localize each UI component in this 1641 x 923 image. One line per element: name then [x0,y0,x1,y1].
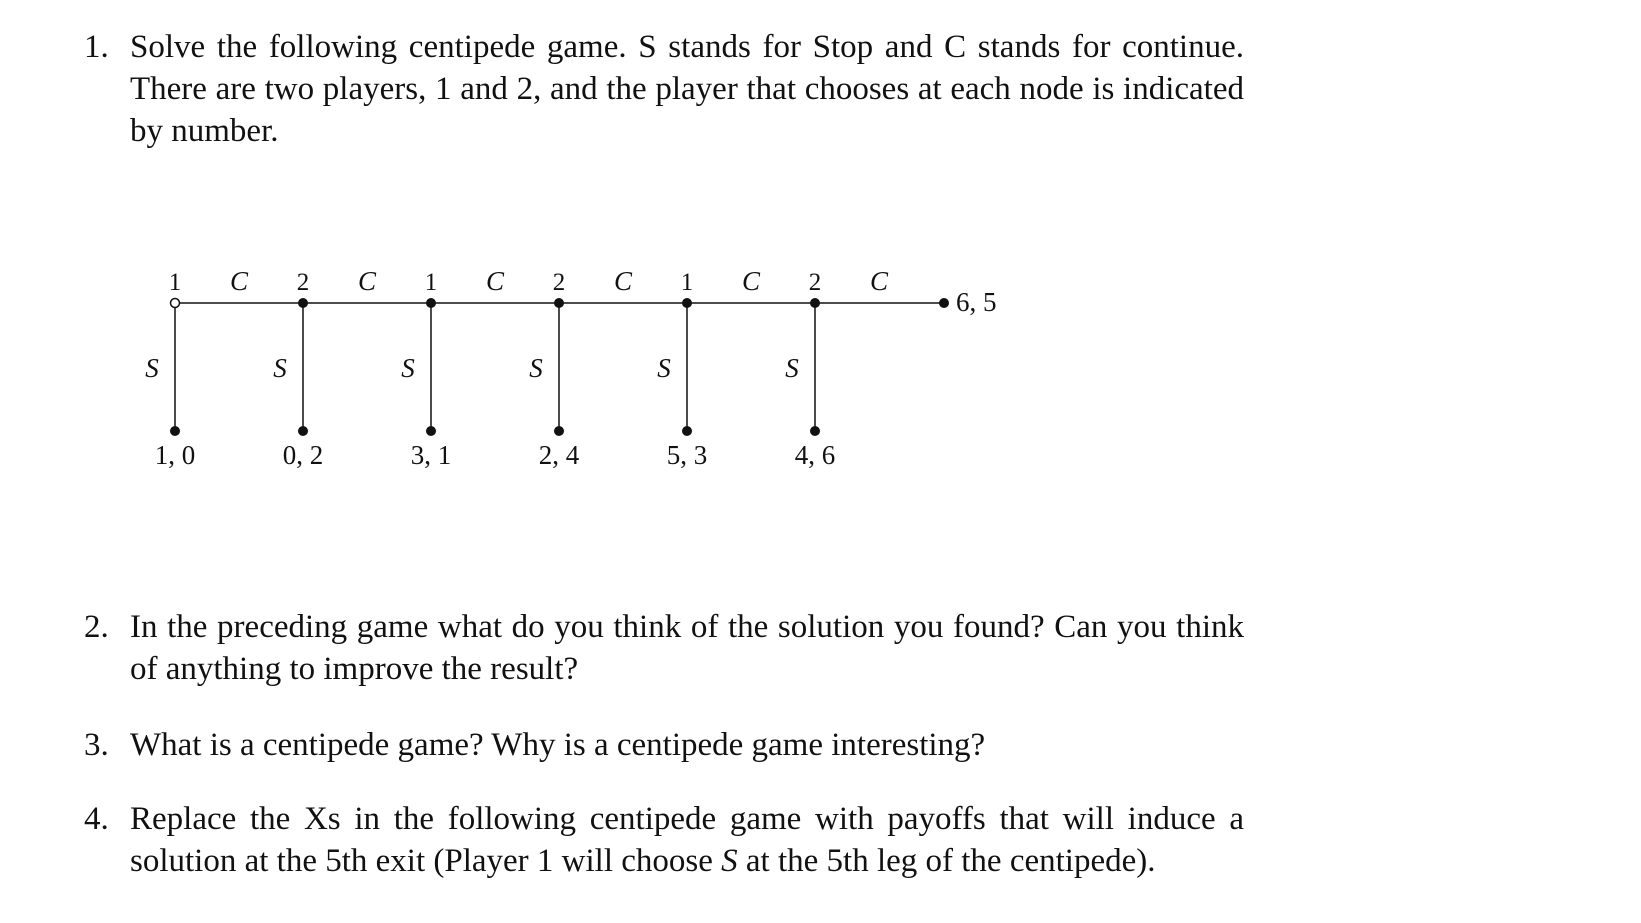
player-label: 2 [296,269,310,296]
terminal-node [554,426,564,436]
continue-label: C [229,266,249,296]
final-payoff: 6, 5 [956,287,997,317]
stop-payoff: 4, 6 [794,440,836,470]
player-label: 1 [168,269,182,296]
continue-label: C [741,266,761,296]
problem-text: In the preceding game what do you think of the solution you found? Can you think of anything to improve the result? [130,609,1244,687]
continue-label: C [869,266,889,296]
problem-number: 4. [84,801,109,837]
problem-text [130,798,1244,882]
stop-label: S [785,353,799,383]
problem-number: 3. [84,727,109,763]
continue-label: C [357,266,377,296]
problem-number: 1. [84,29,109,65]
problem-text-part: Replace the Xs in the following centipede game with payoffs that will induce a solution at the 5th exit (Player 1 will choose [130,801,1244,879]
stop-label: S [529,353,543,383]
stop-symbol: S [721,843,738,879]
player-label: 2 [808,269,822,296]
problem-number: 2. [84,609,109,645]
problem-2 [84,606,1244,690]
terminal-node [298,426,308,436]
problem-text-part: at the 5th leg of the centipede). [745,843,1156,879]
decision-node [554,298,564,308]
player-label: 1 [424,269,438,296]
stop-payoff: 1, 0 [154,440,196,470]
final-terminal-node [939,298,949,308]
decision-node [298,298,308,308]
player-label: 1 [680,269,694,296]
problem-text: Solve the following centipede game. S stands for Stop and C stands for continue. There are two players, 1 and 2, and the player that chooses at each node is indicated by number. [130,29,1244,149]
decision-node [426,298,436,308]
stop-payoff: 2, 4 [538,440,580,470]
stop-payoff: 3, 1 [410,440,452,470]
continue-label: C [613,266,633,296]
stop-label: S [145,353,159,383]
stop-label: S [401,353,415,383]
stop-label: S [657,353,671,383]
decision-node [810,298,820,308]
terminal-node [170,426,180,436]
tree-group [145,266,996,470]
stop-label: S [273,353,287,383]
stop-payoff: 0, 2 [282,440,324,470]
terminal-node [426,426,436,436]
decision-node [682,298,692,308]
initial-node [171,299,180,308]
continue-label: C [485,266,505,296]
terminal-node [682,426,692,436]
stop-payoff: 5, 3 [666,440,708,470]
problem-3 [84,724,1244,766]
problem-4 [84,798,1244,882]
terminal-node [810,426,820,436]
player-label: 2 [552,269,566,296]
problem-text: What is a centipede game? Why is a centipede game interesting? [130,727,986,763]
